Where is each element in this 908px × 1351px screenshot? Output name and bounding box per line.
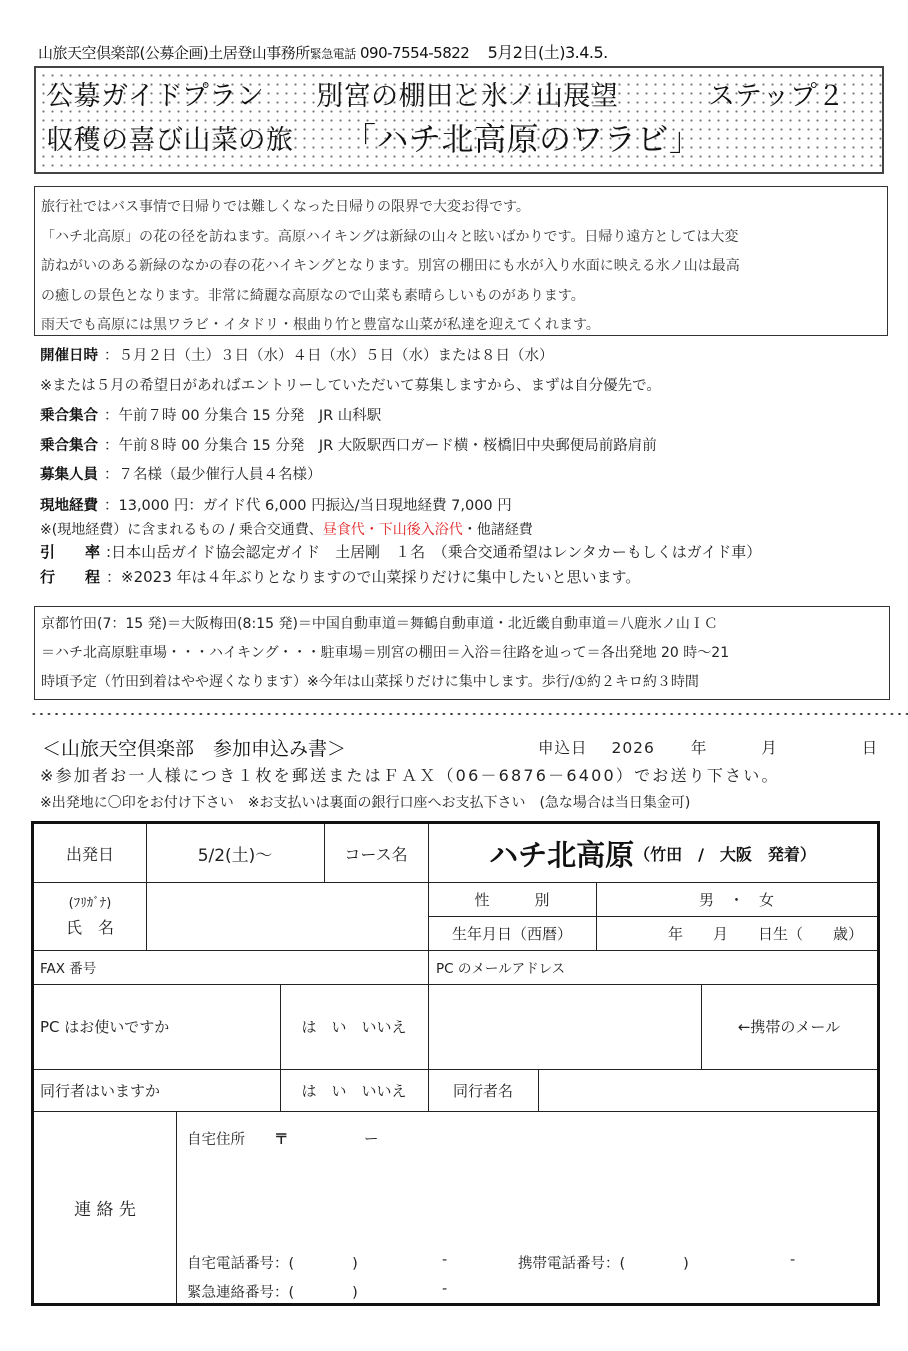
guide-row <box>40 541 761 562</box>
guide-value: :日本山岳ガイド協会認定ガイド 土居剛 １名 （乗合交通希望はレンタカーもしくはガイド車） <box>106 543 762 561</box>
course-departure-options[interactable]: （竹田 / 大阪 発着） <box>634 844 816 864</box>
course-label: コース名 <box>344 844 408 864</box>
postal-dash: ー <box>364 1132 379 1148</box>
emergency-contact-dash: - <box>442 1281 448 1297</box>
furigana-label: (ﾌﾘｶﾞﾅ) <box>68 896 112 911</box>
capacity-value: ：７名様（最少催行人員４名様） <box>104 467 322 483</box>
course-cell <box>428 824 877 882</box>
intro-line: の癒しの景色となります。非常に綺麗な高原なので山菜も素晴らしいものがあります。 <box>41 287 585 304</box>
schedule-label: 開催日時 <box>40 348 98 364</box>
name-field[interactable] <box>146 882 428 950</box>
date-label: 申込日 <box>538 739 588 757</box>
plan-theme: 収穫の喜び山菜の旅 <box>46 125 294 156</box>
title-banner <box>34 66 884 174</box>
capacity-row <box>40 463 322 484</box>
route-line: 時頃予定（竹田到着はやや遅くなります）※今年は山菜採りだけに集中します。歩行/①約２キロ約３時間 <box>41 674 699 690</box>
meeting-value: ：午前７時 00 分集合 15 分発 JR 山科駅 <box>104 408 382 424</box>
meeting-label: 乗合集合 <box>40 408 98 424</box>
pc-email-label: PC のメールアドレス <box>436 961 566 977</box>
cost-label: 現地経費 <box>40 498 98 514</box>
meeting-value: ：午前８時 00 分集合 15 分発 JR 大阪駅西口ガード横・桜橋旧中央郵便局前路肩前 <box>104 438 657 454</box>
payment-note: ※出発地に〇印をお付け下さい ※お支払いは裏面の銀行口座へお支払下さい (急な場合は当日集金可) <box>40 795 691 811</box>
organizer-header <box>38 40 608 63</box>
date-year[interactable]: 2026 <box>611 739 655 757</box>
capacity-label: 募集人員 <box>40 467 98 483</box>
name-label-cell <box>34 882 146 950</box>
application-date <box>538 736 878 758</box>
fax-label: FAX 番号 <box>40 961 97 977</box>
contact-label: 連 絡 先 <box>74 1199 136 1220</box>
pc-use-label: PC はお使いですか <box>40 1018 170 1036</box>
mobile-phone-dash: - <box>790 1252 796 1268</box>
cost-note <box>40 519 533 539</box>
birth-label: 生年月日（西暦） <box>451 924 572 943</box>
day-unit: 日 <box>861 739 879 757</box>
address-label: 自宅住所 <box>187 1132 245 1148</box>
plan-step: ステップ２ <box>708 81 845 112</box>
event-dates: 5月2日(土)3.4.5. <box>487 43 608 62</box>
application-form <box>31 821 880 1306</box>
cut-line-separator <box>30 712 908 716</box>
gender-label: 性 別 <box>474 890 550 909</box>
meeting-row-2 <box>40 434 657 455</box>
companion-name-label: 同行者名 <box>452 1081 513 1100</box>
intro-line: 訪ねがいのある新緑のなかの春の花ハイキングとなります。別宮の棚田にも水が入り水面に映える氷ノ山は最高 <box>41 258 740 274</box>
departure-value[interactable]: 5/2(土)～ <box>197 845 273 866</box>
route-line: ＝ハチ北高原駐車場・・・ハイキング・・・駐車場＝別宮の棚田＝入浴＝往路を辿って＝各出発地 20 時～21 <box>41 645 730 661</box>
mobile-email-label: ←携帯のメール <box>737 1018 841 1036</box>
home-phone-label: 自宅電話番号：( ) <box>187 1256 358 1272</box>
intro-line: 「ハチ北高原」の花の径を訪ねます。高原ハイキングは新緑の山々と眩いばかりです。日帰り遠方としては大変 <box>41 228 739 245</box>
itinerary-row <box>40 566 640 587</box>
month-unit: 月 <box>761 739 778 757</box>
companion-name-field[interactable] <box>538 1069 877 1111</box>
cost-note-text: ・他諸経費 <box>462 522 533 538</box>
schedule-value: ：５月２日（土）３日（水）４日（水）５日（水）または８日（水） <box>104 348 554 364</box>
mobile-phone-label: 携帯電話番号：( ) <box>518 1256 689 1272</box>
postal-mark: 〒 <box>274 1132 289 1148</box>
name-label: 氏 名 <box>65 918 114 937</box>
cost-value: ：13,000 円：ガイド代 6,000 円振込/当日現地経費 7,000 円 <box>104 498 512 514</box>
organizer-name: 山旅天空倶楽部(公募企画)土居登山事務所 <box>38 44 310 62</box>
route-line: 京都竹田(7：15 発)＝大阪梅田(8:15 発)＝中国自動車道＝舞鶴自動車道・北近畿自動車道＝八鹿氷ノ山ＩＣ <box>41 616 718 632</box>
birth-field[interactable]: 年 月 日生（ 歳） <box>667 924 863 943</box>
pc-use-options[interactable]: は い いいえ <box>301 1018 407 1036</box>
plan-subtitle: 別宮の棚田と氷ノ山展望 <box>316 81 619 112</box>
intro-line: 雨天でも高原には黒ワラビ・イタドリ・根曲り竹と豊富な山菜が私達を迎えてくれます。 <box>41 317 600 333</box>
emergency-label: 緊急電話 <box>309 47 356 61</box>
course-name: ハチ北高原 <box>489 837 635 872</box>
submission-note: ※参加者お一人様につき１枚を郵送またはＦＡＸ（06－6876－6400）でお送り下さい。 <box>40 766 780 785</box>
application-title: ＜山旅天空倶楽部 参加申込み書＞ <box>42 738 347 760</box>
plan-type: 公募ガイドプラン <box>46 81 265 112</box>
meeting-label: 乗合集合 <box>40 438 98 454</box>
plan-title: 「ハチ北高原のワラビ」 <box>344 120 702 158</box>
home-phone-dash: - <box>442 1252 448 1268</box>
pc-email-field[interactable] <box>428 984 701 1069</box>
intro-line: 旅行社ではバス事情で日帰りでは難しくなった日帰りの限界で大変お得です。 <box>41 199 530 215</box>
departure-label: 出発日 <box>65 844 114 864</box>
cost-row <box>40 494 512 515</box>
cost-note-text: ※(現地経費）に含まれるもの / 乗合交通費、 <box>40 522 323 538</box>
route-description <box>34 606 890 700</box>
intro-description <box>34 186 888 336</box>
gender-options[interactable]: 男 ・ 女 <box>698 890 774 909</box>
emergency-phone: 090-7554-5822 <box>360 44 470 62</box>
itinerary-label: 行 程 <box>40 568 101 586</box>
cost-note-highlight: 昼食代・下山後入浴代 <box>322 522 463 538</box>
emergency-contact-label: 緊急連絡番号：( ) <box>187 1285 358 1301</box>
meeting-row-1 <box>40 404 381 425</box>
companion-label: 同行者はいますか <box>40 1081 161 1100</box>
schedule-note: ※または５月の希望日があればエントリーしていただいて募集しますから、まずは自分優先で。 <box>40 378 661 394</box>
schedule-row <box>40 344 554 365</box>
year-unit: 年 <box>690 739 708 757</box>
itinerary-value: ：※2023 年は４年ぶりとなりますので山菜採りだけに集中したいと思います。 <box>106 568 641 586</box>
guide-label: 引 率 <box>40 543 101 561</box>
companion-options[interactable]: は い いいえ <box>301 1081 407 1100</box>
